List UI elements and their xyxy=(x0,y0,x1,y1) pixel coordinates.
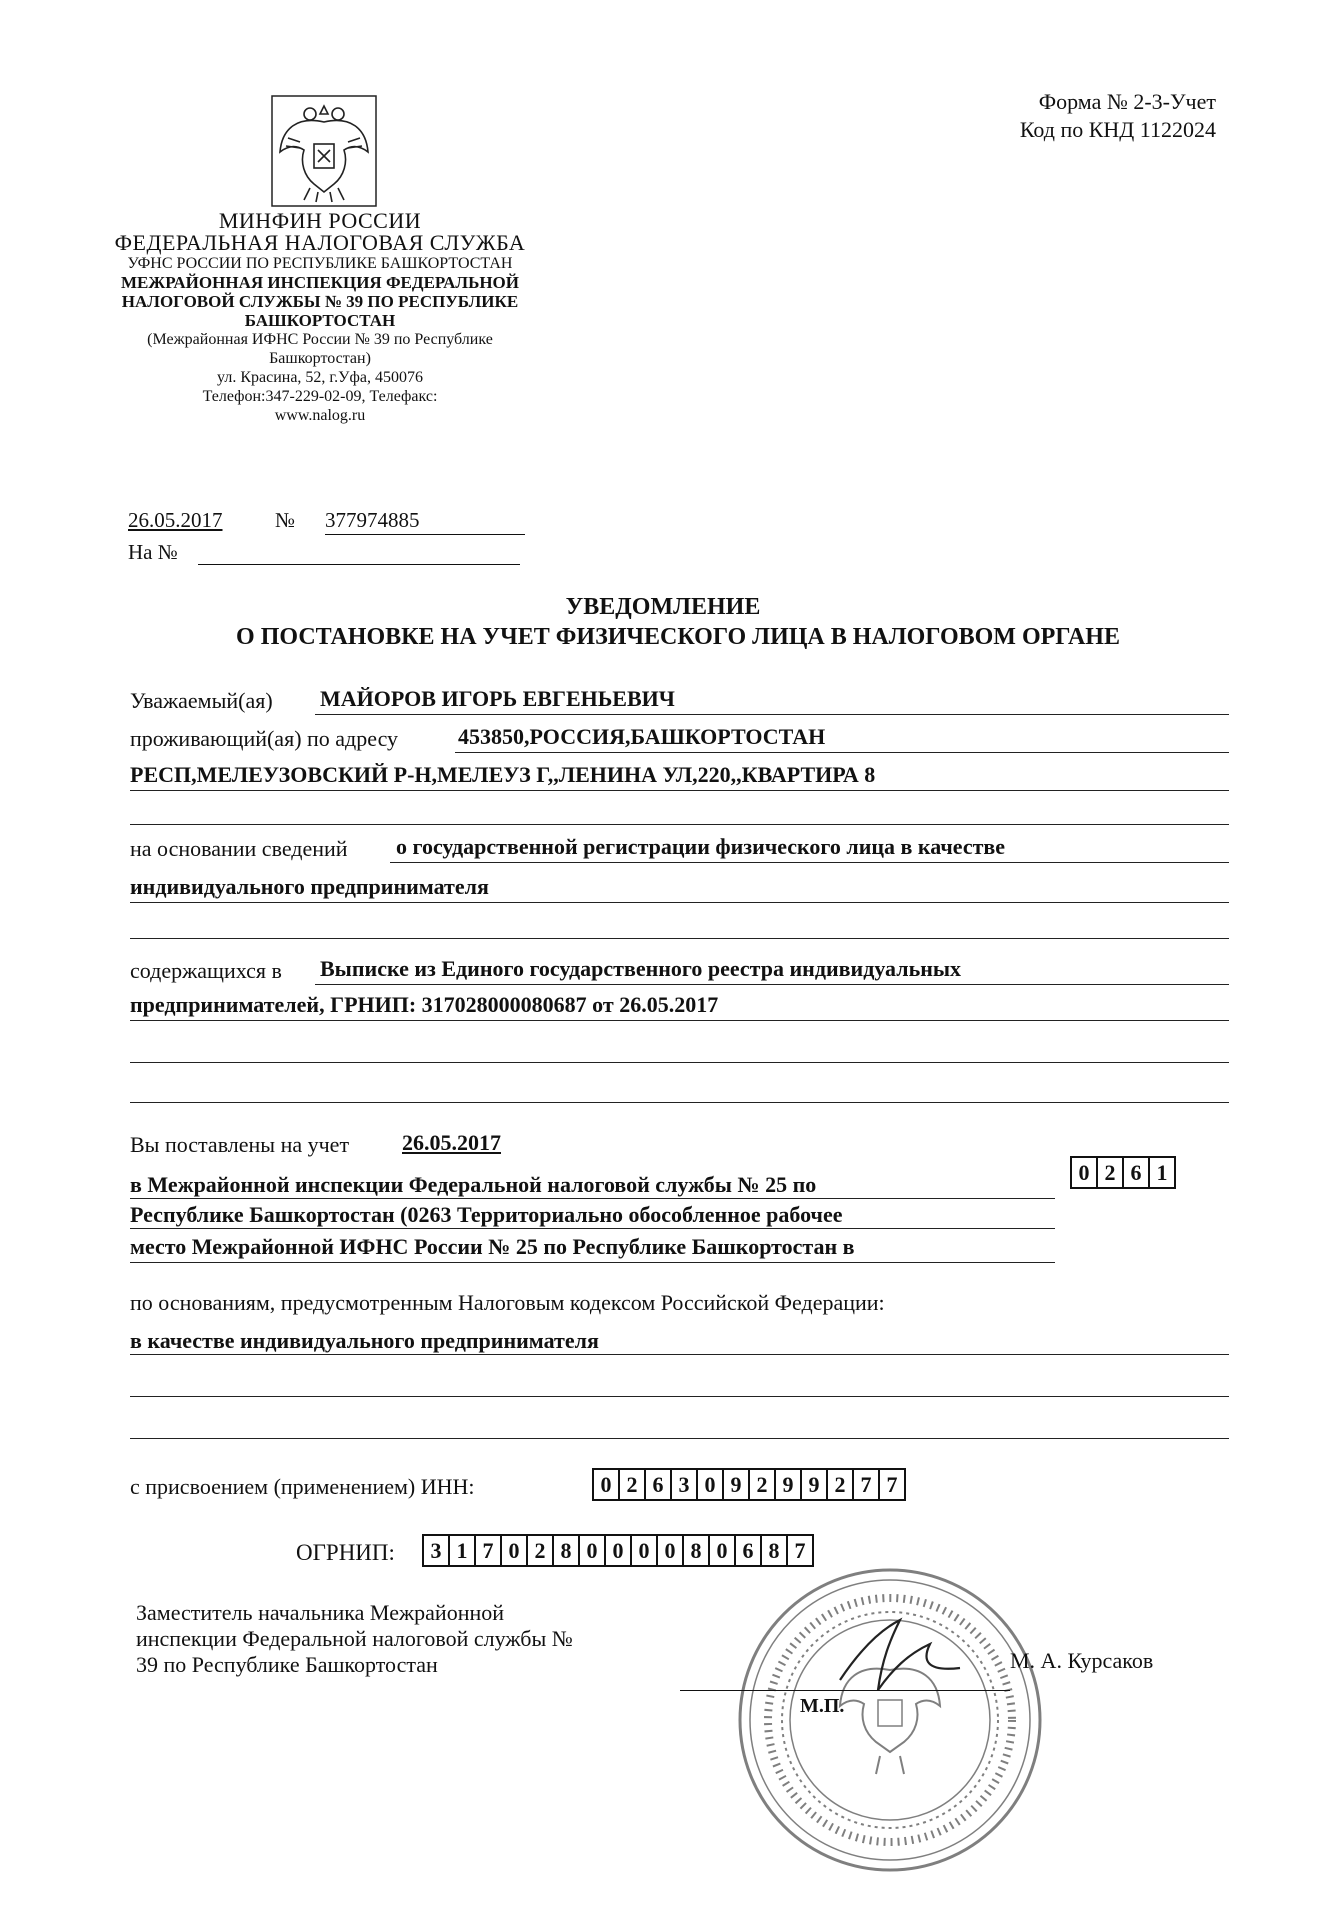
basis-underline-2 xyxy=(130,902,1229,903)
inn-label: с присвоением (применением) ИНН: xyxy=(130,1474,475,1499)
tax-office-code-digit: 0 xyxy=(1070,1156,1098,1189)
title-line-2: О ПОСТАНОВКЕ НА УЧЕТ ФИЗИЧЕСКОГО ЛИЦА В НАЛОГОВОМ ОРГАНЕ xyxy=(236,624,1120,650)
ogrnip-digit: 0 xyxy=(630,1534,658,1567)
contained-underline-2 xyxy=(130,1020,1229,1021)
signer-line-1: Заместитель начальника Межрайонной xyxy=(136,1600,505,1625)
inn-digit: 0 xyxy=(696,1468,724,1501)
grounds-underline-1 xyxy=(130,1354,1229,1355)
basis-label: на основании сведений xyxy=(130,836,348,861)
ogrnip-digit: 7 xyxy=(474,1534,502,1567)
org-inspection-2: НАЛОГОВОЙ СЛУЖБЫ № 39 ПО РЕСПУБЛИКЕ xyxy=(121,292,519,311)
signer-position xyxy=(136,1600,696,1678)
tax-office-code-digit: 1 xyxy=(1148,1156,1176,1189)
inspection-line-2: Республике Башкортостан (0263 Территориально обособленное рабочее xyxy=(130,1202,843,1227)
document-date: 26.05.2017 xyxy=(128,508,223,532)
ogrnip-digit: 8 xyxy=(682,1534,710,1567)
issuing-authority xyxy=(60,210,580,425)
org-short-2: Башкортостан) xyxy=(269,350,371,367)
org-ministry: МИНФИН РОССИИ xyxy=(218,208,422,233)
contained-label: содержащихся в xyxy=(130,958,282,983)
ogrnip-digit: 8 xyxy=(552,1534,580,1567)
inspection-line-1: в Межрайонной инспекции Федеральной налоговой службы № 25 по xyxy=(130,1172,817,1197)
number-label: № xyxy=(275,508,296,532)
ogrnip-digit: 3 xyxy=(422,1534,450,1567)
contained-underline-1 xyxy=(315,984,1229,985)
document-title xyxy=(0,592,1326,652)
org-address: ул. Красина, 52, г.Уфа, 450076 xyxy=(217,369,423,386)
grounds-underline-2 xyxy=(130,1396,1229,1397)
inn-boxes xyxy=(594,1468,906,1501)
tax-office-code-digit: 2 xyxy=(1096,1156,1124,1189)
name-line xyxy=(315,714,1229,715)
signer-line-3: 39 по Республике Башкортостан xyxy=(136,1652,438,1677)
address-underline-1 xyxy=(455,752,1229,753)
basis-underline-3 xyxy=(130,938,1229,939)
contained-line-1: Выписке из Единого государственного реестра индивидуальных xyxy=(320,956,962,981)
inn-digit: 9 xyxy=(774,1468,802,1501)
org-service: ФЕДЕРАЛЬНАЯ НАЛОГОВАЯ СЛУЖБА xyxy=(114,230,526,255)
official-seal-stamp xyxy=(730,1560,1050,1880)
org-inspection-1: МЕЖРАЙОННАЯ ИНСПЕКЦИЯ ФЕДЕРАЛЬНОЙ xyxy=(121,273,519,292)
grounds-line-1: в качестве индивидуального предпринимателя xyxy=(130,1328,599,1353)
contained-underline-4 xyxy=(130,1102,1229,1103)
org-short-1: (Межрайонная ИФНС России № 39 по Республике xyxy=(147,331,493,348)
tax-office-code-boxes xyxy=(1072,1156,1176,1189)
basis-line-2: индивидуального предпринимателя xyxy=(130,874,489,899)
knd-code: Код по КНД 1122024 xyxy=(1019,117,1216,142)
inn-digit: 9 xyxy=(722,1468,750,1501)
inn-digit: 6 xyxy=(644,1468,672,1501)
form-name: Форма № 2-3-Учет xyxy=(1038,89,1216,114)
person-name: МАЙОРОВ ИГОРЬ ЕВГЕНЬЕВИЧ xyxy=(320,686,675,711)
ogrnip-digit: 0 xyxy=(500,1534,528,1567)
registered-label: Вы поставлены на учет xyxy=(130,1132,350,1157)
grounds-underline-3 xyxy=(130,1438,1229,1439)
inspection-underline-3 xyxy=(130,1262,1055,1263)
address-label: проживающий(ая) по адресу xyxy=(130,726,399,751)
seal-place-label: М.П. xyxy=(800,1695,845,1717)
ogrnip-digit: 0 xyxy=(578,1534,606,1567)
org-inspection-3: БАШКОРТОСТАН xyxy=(244,311,396,330)
ogrnip-digit: 6 xyxy=(734,1534,762,1567)
reply-to-line xyxy=(198,564,520,565)
inn-digit: 2 xyxy=(618,1468,646,1501)
form-number xyxy=(1020,88,1216,144)
inspection-underline-1 xyxy=(130,1198,1055,1199)
basis-underline-1 xyxy=(390,862,1229,863)
ogrnip-digit: 0 xyxy=(604,1534,632,1567)
org-phone: Телефон:347-229-02-09, Телефакс: xyxy=(202,388,438,405)
basis-line-1: о государственной регистрации физического лица в качестве xyxy=(396,834,1006,859)
inn-digit: 7 xyxy=(852,1468,880,1501)
reply-to-label: На № xyxy=(128,540,178,564)
org-department: УФНС РОССИИ ПО РЕСПУБЛИКЕ БАШКОРТОСТАН xyxy=(127,255,513,272)
title-line-1: УВЕДОМЛЕНИЕ xyxy=(565,594,761,620)
ogrnip-digit: 0 xyxy=(708,1534,736,1567)
inn-digit: 7 xyxy=(878,1468,906,1501)
contained-underline-3 xyxy=(130,1062,1229,1063)
inspection-line-3: место Межрайонной ИФНС России № 25 по Республике Башкортостан в xyxy=(130,1234,855,1259)
document-number: 377974885 xyxy=(325,508,525,535)
address-underline-2 xyxy=(130,790,1229,791)
ogrnip-label: ОГРНИП: xyxy=(296,1540,395,1565)
inn-digit: 0 xyxy=(592,1468,620,1501)
handwritten-signature xyxy=(830,1610,970,1700)
ogrnip-digit: 8 xyxy=(760,1534,788,1567)
inn-digit: 2 xyxy=(826,1468,854,1501)
registered-date: 26.05.2017 xyxy=(402,1130,501,1155)
signer-line-2: инспекции Федеральной налоговой службы № xyxy=(136,1626,573,1651)
ogrnip-digit: 2 xyxy=(526,1534,554,1567)
contained-line-2: предпринимателей, ГРНИП: 317028000080687 от 26.05.2017 xyxy=(130,992,719,1017)
org-website: www.nalog.ru xyxy=(274,407,366,424)
inn-digit: 9 xyxy=(800,1468,828,1501)
grounds-label: по основаниям, предусмотренным Налоговым кодексом Российской Федерации: xyxy=(130,1290,885,1315)
dear-label: Уважаемый(ая) xyxy=(130,688,273,713)
address-line-1: 453850,РОССИЯ,БАШКОРТОСТАН xyxy=(458,724,826,749)
inspection-underline-2 xyxy=(130,1228,1055,1229)
tax-office-code-digit: 6 xyxy=(1122,1156,1150,1189)
inn-digit: 2 xyxy=(748,1468,776,1501)
ogrnip-digit: 1 xyxy=(448,1534,476,1567)
address-underline-3 xyxy=(130,824,1229,825)
ogrnip-digit: 7 xyxy=(786,1534,814,1567)
signature-line xyxy=(680,1690,1010,1691)
coat-of-arms-emblem xyxy=(268,92,380,210)
address-line-2: РЕСП,МЕЛЕУЗОВСКИЙ Р-Н,МЕЛЕУЗ Г,,ЛЕНИНА УЛ,220,,КВАРТИРА 8 xyxy=(130,762,876,787)
ogrnip-digit: 0 xyxy=(656,1534,684,1567)
signer-name: М. А. Курсаков xyxy=(1010,1648,1154,1673)
inn-digit: 3 xyxy=(670,1468,698,1501)
